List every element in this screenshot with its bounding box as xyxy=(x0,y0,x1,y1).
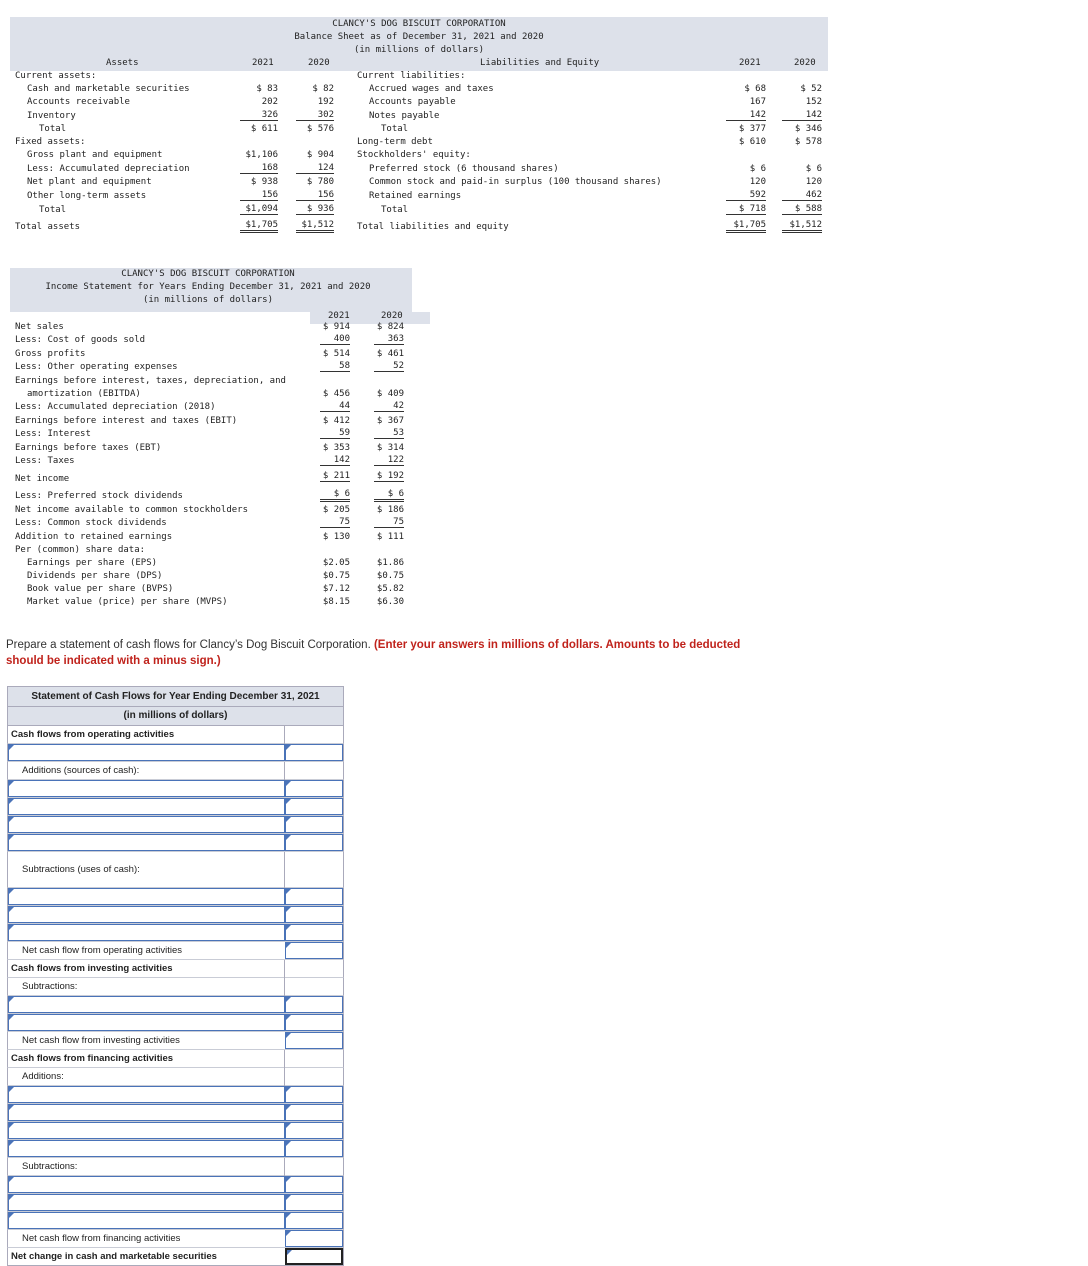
op-sub-amount-input-1[interactable] xyxy=(285,888,343,905)
liabilities-header: Liabilities and Equity xyxy=(480,58,600,68)
income-value-2020: $ 192 xyxy=(374,471,404,482)
fin-sub-label-input-1[interactable] xyxy=(8,1176,285,1193)
income-value-2021: $ 130 xyxy=(322,532,350,542)
liab-year-2021: 2021 xyxy=(739,58,761,68)
net-operating-label: Net cash flow from operating activities xyxy=(22,945,182,956)
income-value-2021: $7.12 xyxy=(322,584,350,594)
income-value-2020: 53 xyxy=(374,428,404,439)
asset-value-2021: 326 xyxy=(240,110,278,121)
fin-add-amount-input-4[interactable] xyxy=(285,1140,343,1157)
liab-value-2020: $ 578 xyxy=(794,137,822,147)
asset-value-2021: $ 938 xyxy=(250,177,278,187)
inv-sub-label-input-2[interactable] xyxy=(8,1014,285,1031)
liab-label: Total xyxy=(381,205,409,215)
income-value-2020: $0.75 xyxy=(376,571,404,581)
income-value-2021: $ 412 xyxy=(322,416,350,426)
income-label: Earnings before taxes (EBT) xyxy=(15,443,162,453)
asset-label: Other long-term assets xyxy=(27,191,147,201)
liab-value-2021: $ 68 xyxy=(744,84,766,94)
liab-value-2020: $ 588 xyxy=(782,204,822,215)
asset-label: Current assets: xyxy=(15,71,97,81)
income-label: Less: Preferred stock dividends xyxy=(15,491,183,501)
fin-additions-label: Additions: xyxy=(22,1071,64,1082)
inv-sub-amount-input-2[interactable] xyxy=(285,1014,343,1031)
asset-label: Total xyxy=(39,205,67,215)
income-value-2020: $5.82 xyxy=(376,584,404,594)
income-value-2020: 122 xyxy=(374,455,404,466)
income-title: CLANCY'S DOG BISCUIT CORPORATION xyxy=(121,269,295,279)
asset-value-2021: 168 xyxy=(240,163,278,174)
liab-label: Notes payable xyxy=(369,111,440,121)
op-sub-amount-input-3[interactable] xyxy=(285,924,343,941)
asset-value-2020: $ 936 xyxy=(296,204,334,215)
income-value-2021: $ 914 xyxy=(322,322,350,332)
income-value-2021: $ 456 xyxy=(322,389,350,399)
income-label: Less: Common stock dividends xyxy=(15,518,167,528)
asset-value-2021: 156 xyxy=(240,190,278,201)
cash-flow-units: (in millions of dollars) xyxy=(7,707,344,726)
income-value-2020: $ 367 xyxy=(376,416,404,426)
income-value-2021: 59 xyxy=(320,428,350,439)
asset-label: Less: Accumulated depreciation xyxy=(27,164,190,174)
liab-value-2020: 142 xyxy=(782,110,822,121)
op-subtractions-label: Subtractions (uses of cash): xyxy=(22,864,140,875)
liab-label: Current liabilities: xyxy=(357,71,466,81)
asset-label: Cash and marketable securities xyxy=(27,84,190,94)
income-statement xyxy=(10,268,412,608)
op-label-input-0[interactable] xyxy=(8,744,285,761)
income-label: Less: Accumulated depreciation (2018) xyxy=(15,402,216,412)
asset-value-2020: $1,512 xyxy=(296,220,334,233)
inv-sub-label-input-1[interactable] xyxy=(8,996,285,1013)
net-financing-label: Net cash flow from financing activities xyxy=(22,1233,181,1244)
op-add-amount-input-4[interactable] xyxy=(285,834,343,851)
balance-sheet-subtitle: Balance Sheet as of December 31, 2021 and 2020 xyxy=(294,32,544,42)
income-value-2021: $ 205 xyxy=(322,505,350,515)
asset-value-2020: 124 xyxy=(296,163,334,174)
liab-label: Common stock and paid-in surplus (100 thousand shares) xyxy=(369,177,662,187)
financing-header: Cash flows from financing activities xyxy=(11,1053,174,1064)
op-add-amount-input-1[interactable] xyxy=(285,780,343,797)
liab-value-2021: $ 718 xyxy=(726,204,766,215)
income-value-2020: 52 xyxy=(374,361,404,372)
fin-add-label-input-1[interactable] xyxy=(8,1086,285,1103)
investing-header: Cash flows from investing activities xyxy=(11,963,173,974)
income-label: Earnings before interest, taxes, depreciation, and xyxy=(15,376,286,386)
income-value-2021: 142 xyxy=(320,455,350,466)
income-year-2020: 2020 xyxy=(381,311,403,321)
income-label: amortization (EBITDA) xyxy=(27,389,141,399)
income-value-2020: 75 xyxy=(374,517,404,528)
asset-value-2021: $1,106 xyxy=(245,150,278,160)
income-label: Net income xyxy=(15,474,70,484)
asset-label: Total assets xyxy=(15,222,81,232)
liab-value-2021: $ 610 xyxy=(738,137,766,147)
income-label: Less: Interest xyxy=(15,429,91,439)
liab-value-2021: 592 xyxy=(726,190,766,201)
liab-label: Accrued wages and taxes xyxy=(369,84,494,94)
income-value-2021: $8.15 xyxy=(322,597,350,607)
income-value-2021: $ 211 xyxy=(320,471,350,482)
net-change-input[interactable] xyxy=(285,1248,343,1265)
fin-add-label-input-3[interactable] xyxy=(8,1122,285,1139)
income-label: Addition to retained earnings xyxy=(15,532,173,542)
asset-value-2020: $ 576 xyxy=(306,124,334,134)
liab-label: Retained earnings xyxy=(369,191,462,201)
income-value-2021: 400 xyxy=(320,334,350,345)
liab-label: Accounts payable xyxy=(369,97,456,107)
instruction-main: Prepare a statement of cash flows for Clancy’s Dog Biscuit Corporation. xyxy=(6,639,374,651)
asset-value-2020: 192 xyxy=(317,97,334,107)
asset-value-2020: $ 82 xyxy=(312,84,334,94)
income-label: Less: Taxes xyxy=(15,456,75,466)
op-add-amount-input-3[interactable] xyxy=(285,816,343,833)
liab-value-2021: 167 xyxy=(749,97,766,107)
asset-value-2021: $ 83 xyxy=(256,84,278,94)
asset-label: Net plant and equipment xyxy=(27,177,152,187)
fin-add-amount-input-1[interactable] xyxy=(285,1086,343,1103)
op-add-label-input-1[interactable] xyxy=(8,780,285,797)
asset-label: Total xyxy=(39,124,67,134)
liab-value-2021: 120 xyxy=(749,177,766,187)
income-value-2021: $ 6 xyxy=(320,489,350,502)
fin-sub-amount-input-2[interactable] xyxy=(285,1194,343,1211)
income-units: (in millions of dollars) xyxy=(142,295,274,305)
income-value-2021: 44 xyxy=(320,401,350,412)
fin-sub-amount-input-1[interactable] xyxy=(285,1176,343,1193)
liab-label: Total xyxy=(381,124,409,134)
balance-sheet xyxy=(10,17,828,239)
fin-sub-label-input-3[interactable] xyxy=(8,1212,285,1229)
income-label: Net sales xyxy=(15,322,64,332)
income-value-2021: $2.05 xyxy=(322,558,350,568)
asset-label: Inventory xyxy=(27,111,76,121)
income-value-2020: 42 xyxy=(374,401,404,412)
fin-add-amount-input-2[interactable] xyxy=(285,1104,343,1121)
income-label: Earnings per share (EPS) xyxy=(27,558,158,568)
op-add-amount-input-2[interactable] xyxy=(285,798,343,815)
asset-value-2021: $1,094 xyxy=(240,204,278,215)
operating-header: Cash flows from operating activities xyxy=(11,729,175,740)
liab-label: Total liabilities and equity xyxy=(357,222,509,232)
asset-value-2020: $ 904 xyxy=(306,150,334,160)
asset-value-2020: 302 xyxy=(296,110,334,121)
income-value-2020: $ 111 xyxy=(376,532,404,542)
balance-sheet-title: CLANCY'S DOG BISCUIT CORPORATION xyxy=(332,19,506,29)
income-value-2020: 363 xyxy=(374,334,404,345)
net-operating-input[interactable] xyxy=(285,942,343,959)
op-add-label-input-2[interactable] xyxy=(8,798,285,815)
income-value-2020: $ 824 xyxy=(376,322,404,332)
assets-year-2020: 2020 xyxy=(308,58,330,68)
net-change-label: Net change in cash and marketable securities xyxy=(11,1251,217,1262)
op-add-label-input-3[interactable] xyxy=(8,816,285,833)
asset-label: Gross plant and equipment xyxy=(27,150,163,160)
liab-value-2021: $ 377 xyxy=(738,124,766,134)
income-subtitle: Income Statement for Years Ending December 31, 2021 and 2020 xyxy=(45,282,371,292)
inv-sub-amount-input-1[interactable] xyxy=(285,996,343,1013)
liab-label: Stockholders' equity: xyxy=(357,150,471,160)
asset-label: Fixed assets: xyxy=(15,137,86,147)
op-amount-input-0[interactable] xyxy=(285,744,343,761)
liab-year-2020: 2020 xyxy=(794,58,816,68)
income-label: Earnings before interest and taxes (EBIT) xyxy=(15,416,238,426)
liab-value-2021: 142 xyxy=(726,110,766,121)
assets-year-2021: 2021 xyxy=(252,58,274,68)
fin-add-label-input-2[interactable] xyxy=(8,1104,285,1121)
liab-value-2021: $ 6 xyxy=(749,164,766,174)
op-sub-label-input-1[interactable] xyxy=(8,888,285,905)
instruction-text xyxy=(6,637,766,669)
op-sub-label-input-3[interactable] xyxy=(8,924,285,941)
net-investing-input[interactable] xyxy=(285,1032,343,1049)
income-label: Net income available to common stockholders xyxy=(15,505,248,515)
income-value-2021: $ 514 xyxy=(322,349,350,359)
income-value-2020: $ 461 xyxy=(376,349,404,359)
liab-value-2020: 152 xyxy=(805,97,822,107)
assets-header: Assets xyxy=(106,58,139,68)
liab-label: Preferred stock (6 thousand shares) xyxy=(369,164,559,174)
liab-value-2020: $1,512 xyxy=(782,220,822,233)
asset-label: Accounts receivable xyxy=(27,97,130,107)
fin-subtractions-label: Subtractions: xyxy=(22,1161,78,1172)
income-label: Gross profits xyxy=(15,349,86,359)
income-value-2021: $ 353 xyxy=(322,443,350,453)
balance-sheet-units: (in millions of dollars) xyxy=(353,45,485,55)
op-sub-label-input-2[interactable] xyxy=(8,906,285,923)
liab-value-2020: $ 6 xyxy=(805,164,822,174)
income-value-2020: $1.86 xyxy=(376,558,404,568)
income-value-2020: $ 314 xyxy=(376,443,404,453)
net-investing-label: Net cash flow from investing activities xyxy=(22,1035,180,1046)
income-value-2021: 75 xyxy=(320,517,350,528)
asset-value-2021: $ 611 xyxy=(250,124,278,134)
liab-value-2020: $ 346 xyxy=(794,124,822,134)
asset-value-2020: 156 xyxy=(296,190,334,201)
income-value-2020: $ 6 xyxy=(374,489,404,502)
instruction-highlight: (Enter your answers in millions of dollars. Amounts to be deducted should be indicated with a minus sign.) xyxy=(6,639,741,667)
op-add-label-input-4[interactable] xyxy=(8,834,285,851)
income-value-2020: $ 409 xyxy=(376,389,404,399)
liab-value-2021: $1,705 xyxy=(726,220,766,233)
income-label: Market value (price) per share (MVPS) xyxy=(27,597,228,607)
fin-add-label-input-4[interactable] xyxy=(8,1140,285,1157)
fin-add-amount-input-3[interactable] xyxy=(285,1122,343,1139)
asset-value-2021: 202 xyxy=(261,97,278,107)
income-label: Less: Cost of goods sold xyxy=(15,335,146,345)
income-label: Book value per share (BVPS) xyxy=(27,584,174,594)
op-additions-label: Additions (sources of cash): xyxy=(22,765,140,776)
asset-value-2021: $1,705 xyxy=(240,220,278,233)
op-sub-amount-input-2[interactable] xyxy=(285,906,343,923)
liab-value-2020: 120 xyxy=(805,177,822,187)
asset-value-2020: $ 780 xyxy=(306,177,334,187)
income-label: Dividends per share (DPS) xyxy=(27,571,163,581)
liab-label: Long-term debt xyxy=(357,137,433,147)
income-label: Per (common) share data: xyxy=(15,545,146,555)
inv-subtractions-label: Subtractions: xyxy=(22,981,78,992)
cash-flow-statement-form xyxy=(7,686,344,1266)
cash-flow-title: Statement of Cash Flows for Year Ending December 31, 2021 xyxy=(7,686,344,707)
income-value-2020: $ 186 xyxy=(376,505,404,515)
income-value-2021: 58 xyxy=(320,361,350,372)
income-year-2021: 2021 xyxy=(328,311,350,321)
income-value-2021: $0.75 xyxy=(322,571,350,581)
fin-sub-label-input-2[interactable] xyxy=(8,1194,285,1211)
liab-value-2020: 462 xyxy=(782,190,822,201)
liab-value-2020: $ 52 xyxy=(800,84,822,94)
income-label: Less: Other operating expenses xyxy=(15,362,178,372)
net-financing-input[interactable] xyxy=(285,1230,343,1247)
income-value-2020: $6.30 xyxy=(376,597,404,607)
fin-sub-amount-input-3[interactable] xyxy=(285,1212,343,1229)
